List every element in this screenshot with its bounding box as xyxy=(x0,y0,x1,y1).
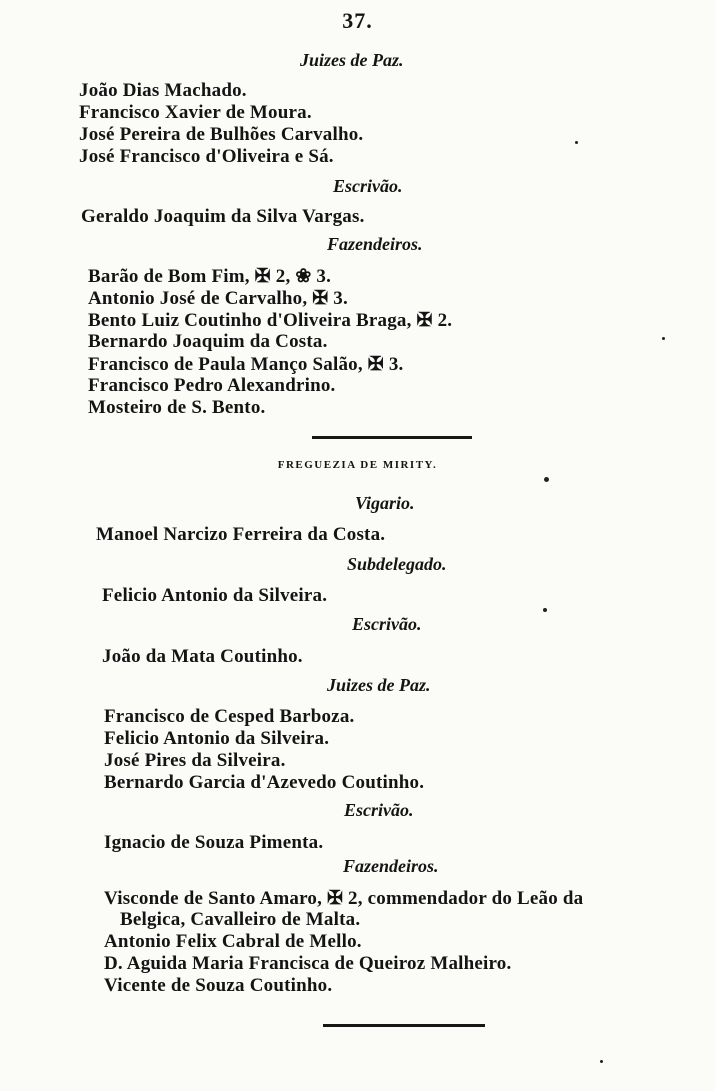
freguezia-title: FREGUEZIA DE MIRITY. xyxy=(277,459,438,471)
juiz-entry: Francisco Xavier de Moura. xyxy=(79,102,312,123)
print-speck xyxy=(600,1060,603,1063)
print-speck xyxy=(575,141,578,144)
heading-escrivao: Escrivão. xyxy=(352,614,422,634)
heading-juizes-de-paz: Juizes de Paz. xyxy=(327,675,431,695)
fazendeiro-entry-continuation: Belgica, Cavalleiro de Malta. xyxy=(120,909,361,930)
fazendeiro-entry: Visconde de Santo Amaro, ✠ 2, commendador do Leão da xyxy=(104,888,584,909)
heading-subdelegado: Subdelegado. xyxy=(347,554,447,574)
section-divider xyxy=(312,436,472,439)
fazendeiro-entry: Antonio José de Carvalho, ✠ 3. xyxy=(88,288,348,309)
juiz-entry: Bernardo Garcia d'Azevedo Coutinho. xyxy=(104,772,425,793)
escrivao-entry: João da Mata Coutinho. xyxy=(102,646,303,667)
escrivao-entry: Geraldo Joaquim da Silva Vargas. xyxy=(81,206,365,227)
heading-vigario: Vigario. xyxy=(355,493,415,513)
print-speck xyxy=(662,337,665,340)
vigario-entry: Manoel Narcizo Ferreira da Costa. xyxy=(96,524,386,545)
subdelegado-entry: Felicio Antonio da Silveira. xyxy=(102,585,328,606)
fazendeiro-entry: Antonio Felix Cabral de Mello. xyxy=(104,931,362,952)
juiz-entry: José Pereira de Bulhões Carvalho. xyxy=(79,124,364,145)
juiz-entry: Felicio Antonio da Silveira. xyxy=(104,728,330,749)
juiz-entry: José Pires da Silveira. xyxy=(104,750,286,771)
juiz-entry: João Dias Machado. xyxy=(79,80,247,101)
section-divider xyxy=(323,1024,485,1027)
heading-fazendeiros: Fazendeiros. xyxy=(343,856,439,876)
print-speck xyxy=(544,477,549,482)
fazendeiro-entry: Bernardo Joaquim da Costa. xyxy=(88,331,328,352)
juiz-entry: José Francisco d'Oliveira e Sá. xyxy=(79,146,334,167)
heading-escrivao: Escrivão. xyxy=(333,176,403,196)
fazendeiro-entry: Bento Luiz Coutinho d'Oliveira Braga, ✠ 2. xyxy=(88,310,453,331)
fazendeiro-entry: Vicente de Souza Coutinho. xyxy=(104,975,333,996)
print-speck xyxy=(543,608,547,612)
heading-fazendeiros: Fazendeiros. xyxy=(327,234,423,254)
page-number: 37. xyxy=(342,8,373,33)
heading-escrivao: Escrivão. xyxy=(344,800,414,820)
heading-juizes-de-paz: Juizes de Paz. xyxy=(300,50,404,70)
escrivao-entry: Ignacio de Souza Pimenta. xyxy=(104,832,324,853)
fazendeiro-entry: Francisco de Paula Manço Salão, ✠ 3. xyxy=(88,354,404,375)
fazendeiro-entry: Francisco Pedro Alexandrino. xyxy=(88,375,336,396)
fazendeiro-entry: D. Aguida Maria Francisca de Queiroz Malheiro. xyxy=(104,953,512,974)
fazendeiro-entry: Barão de Bom Fim, ✠ 2, ❀ 3. xyxy=(88,266,332,287)
juiz-entry: Francisco de Cesped Barboza. xyxy=(104,706,355,727)
fazendeiro-entry: Mosteiro de S. Bento. xyxy=(88,397,266,418)
